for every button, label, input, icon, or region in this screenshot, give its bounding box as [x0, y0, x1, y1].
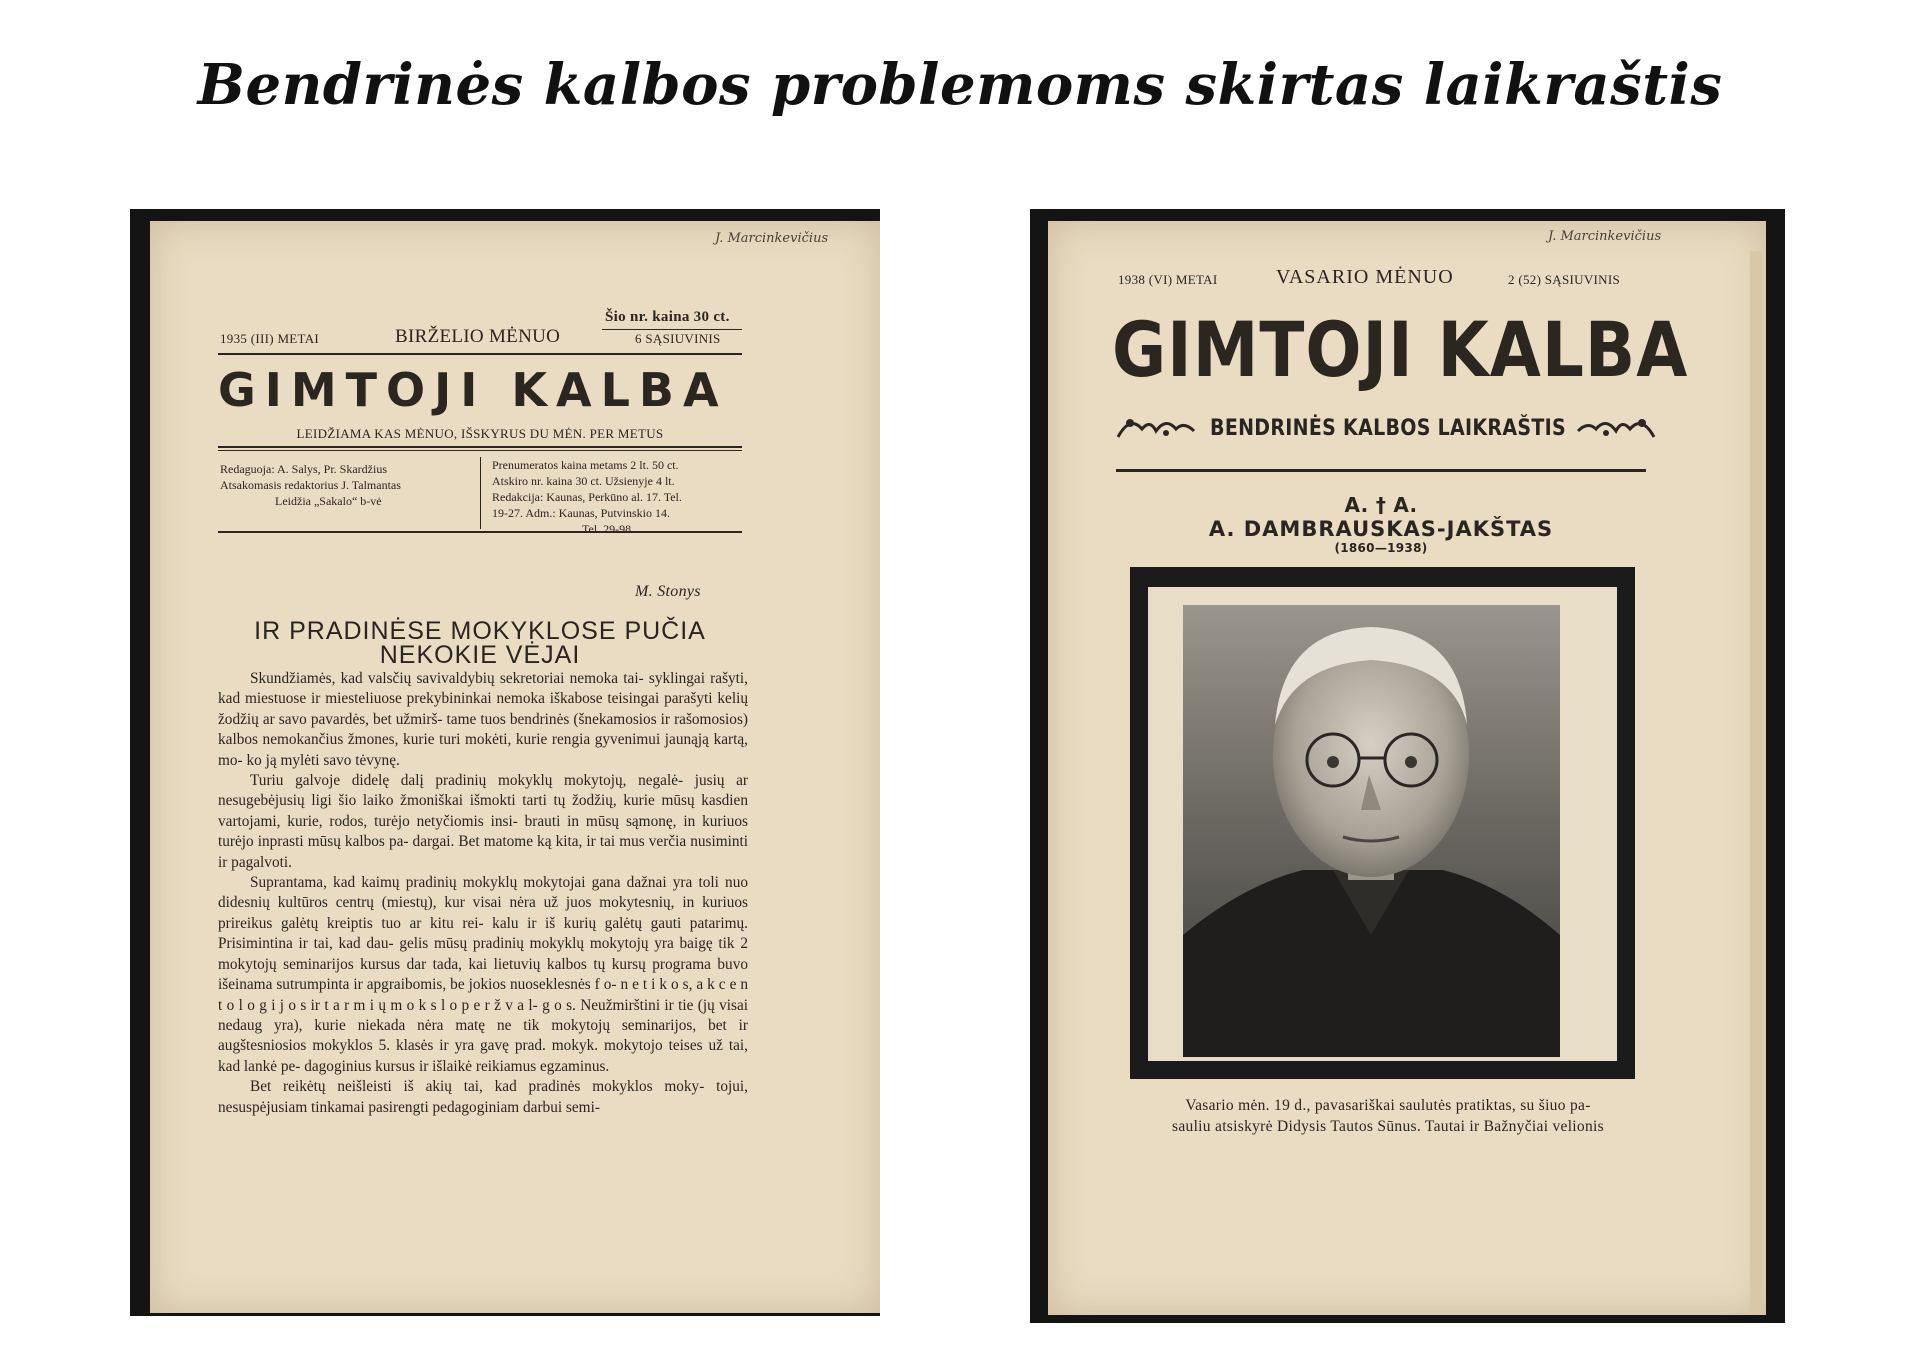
page-edge — [1750, 251, 1762, 1315]
article-title-line: NEKOKIE VĖJAI — [379, 641, 581, 669]
masthead-bottom-rule — [218, 531, 742, 533]
obituary-name: A. DAMBRAUSKAS-JAKŠTAS — [1208, 517, 1554, 541]
obituary-line: A. † A. — [1344, 493, 1418, 517]
article-title-line: IR PRADINĖSE MOKYKLOSE PUČIA — [254, 617, 706, 645]
ornament-right-icon — [1576, 411, 1656, 443]
masthead-rule — [1116, 469, 1646, 472]
caption-line: sauliu atsiskyrė Didysis Tautos Sūnus. Tautai ir Bažnyčiai velionis — [1172, 1118, 1604, 1135]
masthead-divider — [480, 457, 481, 529]
subtitle-rule — [218, 446, 742, 448]
right-month: VASARIO MĖNUO — [1276, 266, 1454, 288]
subscription-line: 19-27. Adm.: Kaunas, Putvinskio 14. — [492, 506, 671, 520]
left-subtitle: LEIDŽIAMA KAS MĖNUO, IŠSKYRUS DU MĖN. PER METUS — [296, 426, 664, 441]
left-editors — [220, 461, 460, 509]
right-subtitle: BENDRINĖS KALBOS LAIKRAŠTIS — [1210, 415, 1566, 441]
article-author: M. Stonys — [635, 583, 701, 600]
right-issue-page — [1048, 221, 1766, 1315]
article-title — [218, 619, 742, 667]
subscription-line: Redakcija: Kaunas, Perkūno al. 17. Tel. — [492, 490, 682, 504]
left-issue-scan — [130, 209, 880, 1316]
subscription-line: Tel. 29-98 — [582, 522, 632, 536]
article-paragraph: Suprantama, kad kaimų pradinių mokyklų mokytojai gana dažnai yra toli nuo didesnių kultūros centrų (miestų), kur visai nėra už juos mokytesnių, in kuriuos prireikus galėtų kreiptis tuo ar kitu rei- kalu ir iš kurių galėtų gauti patarimų. Prisimintina ir tai, kad dau- gelis mūsų pradinių mokyklų mokytojų yra baigę tik 2 mokytojų seminarijos kursus dar tada, kai lietuvių kalbos tų kursų programa buvo išeinama sutrumpinta ir apgraibomis, be jokios nuoseklesnės f o- n e t i k o s, a k c e n t o l o g i j o s ir t a r m i ų m o k s l o p e r ž v a l- g o s. Neužmirštini ir tie (jų visai nedaug yra), kurie niekada nėra matę ne tik mokytojų seminarijos, bet ir augštesniosios mokyklos 5. klasės ir yra gavę prad. mokyk. mokytojo teises už tai, kad lankė pe- dagoginius kursus ir išlaikė reikiamus egzaminus. — [218, 874, 748, 1075]
left-issue-page — [150, 221, 880, 1313]
right-year: 1938 (VI) METAI — [1118, 272, 1218, 287]
editors-line: Leidžia „Sakalo“ b-vė — [275, 494, 382, 508]
left-month: BIRŽELIO MĖNUO — [395, 326, 561, 347]
price-rule — [602, 329, 742, 330]
left-masthead-title: GIMTOJI KALBA — [218, 363, 728, 417]
caption-line: Vasario mėn. 19 d., pavasariškai saulutės pratiktas, su šiuo pa- — [1185, 1097, 1591, 1114]
masthead-top-rule — [218, 353, 742, 355]
article-paragraph: Skundžiamės, kad valsčių savivaldybių sekretoriai nemoka tai- syklingai rašyti, kad miestuose ir miesteliuose prekybininkai nemoka iškabose teisingai parašyti kelių žodžių ar savo pavardės, bet užmirš- tame tuos bendrinės (šnekamosios ir rašomosios) kalbos nemokančius žmones, kurie turi mokėti, kurie rengia gyvenimui jaunąją kartą, mo- ko ją mylėti savo tėvynę. — [218, 670, 748, 769]
editors-line: Atsakomasis redaktorius J. Talmantas — [220, 478, 401, 492]
right-issue-number: 2 (52) SĄSIUVINIS — [1508, 272, 1620, 287]
subtitle-rule-thin — [218, 450, 742, 451]
left-price: Šio nr. kaina 30 ct. — [605, 309, 730, 325]
subscription-line: Prenumeratos kaina metams 2 lt. 50 ct. — [492, 458, 679, 472]
obituary-years: (1860—1938) — [1334, 541, 1428, 555]
left-subscription — [492, 457, 742, 537]
right-masthead-title: GIMTOJI KALBA — [1112, 306, 1689, 395]
page-heading: Bendrinės kalbos problemoms skirtas laikraštis — [197, 52, 1723, 118]
portrait-photo — [1183, 605, 1560, 1057]
subscription-line: Atskiro nr. kaina 30 ct. Užsienyje 4 lt. — [492, 474, 675, 488]
article-paragraph: Turiu galvoje didelę dalį pradinių mokyklų mokytojų, negalė- jusių ar nesugebėjusių ligi šio laiko žmoniškai išmokti tarti tų žodžių, kurie mūsų kasdien vartojami, kurie, rodos, turėjo netyčiomis insi- brauti in mūsų sąmonę, in kuriuos turėjo inprasti mūsų kalbos pa- dargai. Bet matome ką kita, ir tai mus verčia nusiminti ir pagalvoti. — [218, 772, 748, 871]
right-signature: J. Marcinkevičius — [1548, 229, 1662, 244]
article-body — [218, 669, 748, 1118]
portrait-figure — [1183, 605, 1560, 1057]
ornament-left-icon — [1116, 411, 1196, 443]
editors-line: Redaguoja: A. Salys, Pr. Skardžius — [220, 462, 387, 476]
article-paragraph: Bet reikėtų neišleisti iš akių tai, kad pradinės mokyklos moky- tojui, nesuspėjusiam tinkamai pasirengti pedagoginiam darbui semi- — [218, 1078, 748, 1116]
portrait-caption — [1108, 1095, 1668, 1137]
left-year: 1935 (III) METAI — [220, 331, 320, 346]
right-issue-scan — [1030, 209, 1785, 1323]
left-signature: J. Marcinkevičius — [715, 231, 829, 246]
left-issue-number: 6 SĄSIUVINIS — [635, 331, 721, 346]
